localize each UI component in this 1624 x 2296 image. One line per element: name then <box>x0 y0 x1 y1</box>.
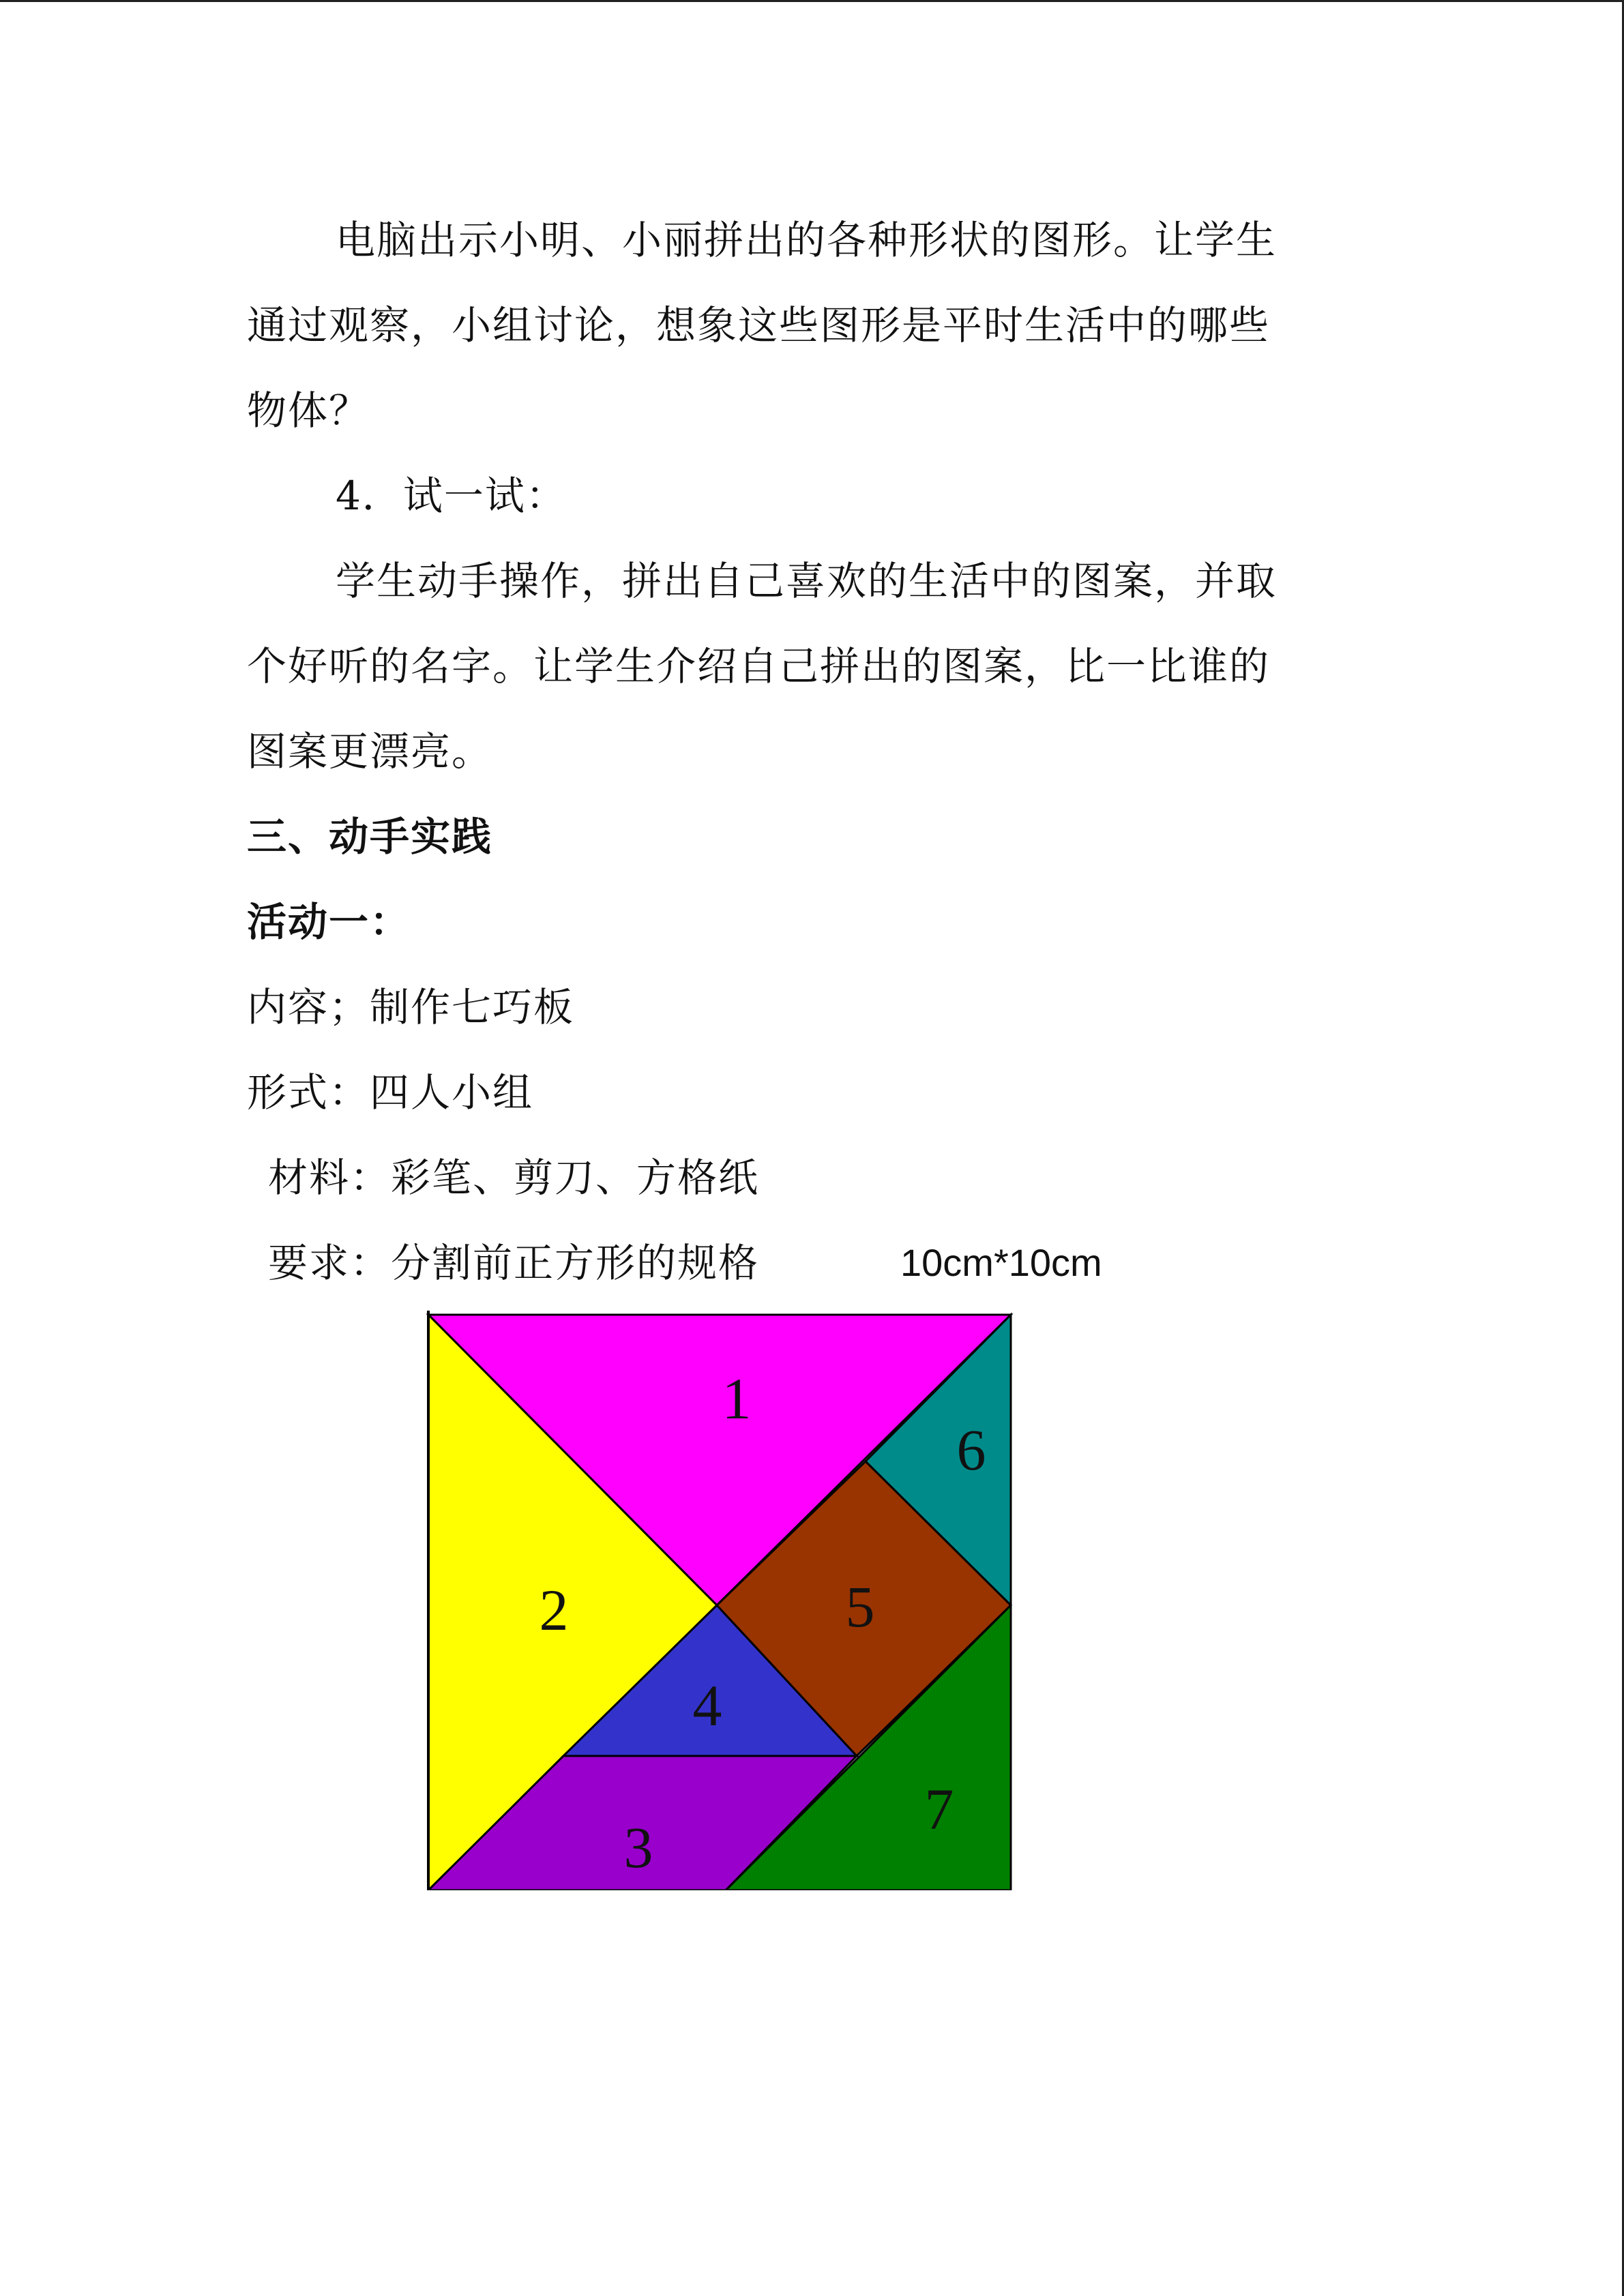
tangram-label-1: 1 <box>722 1366 752 1431</box>
paragraph-2-line-2: 个好听的名字。让学生介绍自己拼出的图案，比一比谁的 <box>247 643 1271 689</box>
paragraph-1-line-3: 物体？ <box>247 387 370 434</box>
tangram-label-2: 2 <box>539 1577 569 1643</box>
page-border-top <box>0 0 1624 2</box>
tangram-label-7: 7 <box>924 1776 954 1842</box>
activity-materials: 材料：彩笔、剪刀、方格纸 <box>268 1154 760 1201</box>
paragraph-2-line-1: 学生动手操作，拼出自己喜欢的生活中的图案，并取 <box>336 558 1278 604</box>
tangram-figure <box>426 1309 1014 1890</box>
activity-requirement: 要求：分割前正方形的规格 <box>268 1240 760 1286</box>
tangram-label-3: 3 <box>623 1815 653 1880</box>
activity-title: 活动一： <box>247 899 411 945</box>
section-heading: 三、动手实践 <box>247 814 493 860</box>
step-4-heading: 4．试一试： <box>336 473 567 519</box>
paragraph-1-line-1: 电脑出示小明、小丽拼出的各种形状的图形。让学生 <box>336 217 1278 263</box>
activity-spec: 10cm*10cm <box>900 1241 1102 1284</box>
paragraph-1-line-2: 通过观察，小组讨论，想象这些图形是平时生活中的哪些 <box>247 302 1271 348</box>
tangram-label-4: 4 <box>692 1673 722 1738</box>
paragraph-2-line-3: 图案更漂亮。 <box>247 728 493 775</box>
activity-form: 形式：四人小组 <box>247 1069 534 1116</box>
activity-content: 内容；制作七巧板 <box>247 984 575 1030</box>
tangram-label-5: 5 <box>845 1574 875 1639</box>
tangram-label-6: 6 <box>956 1417 986 1482</box>
